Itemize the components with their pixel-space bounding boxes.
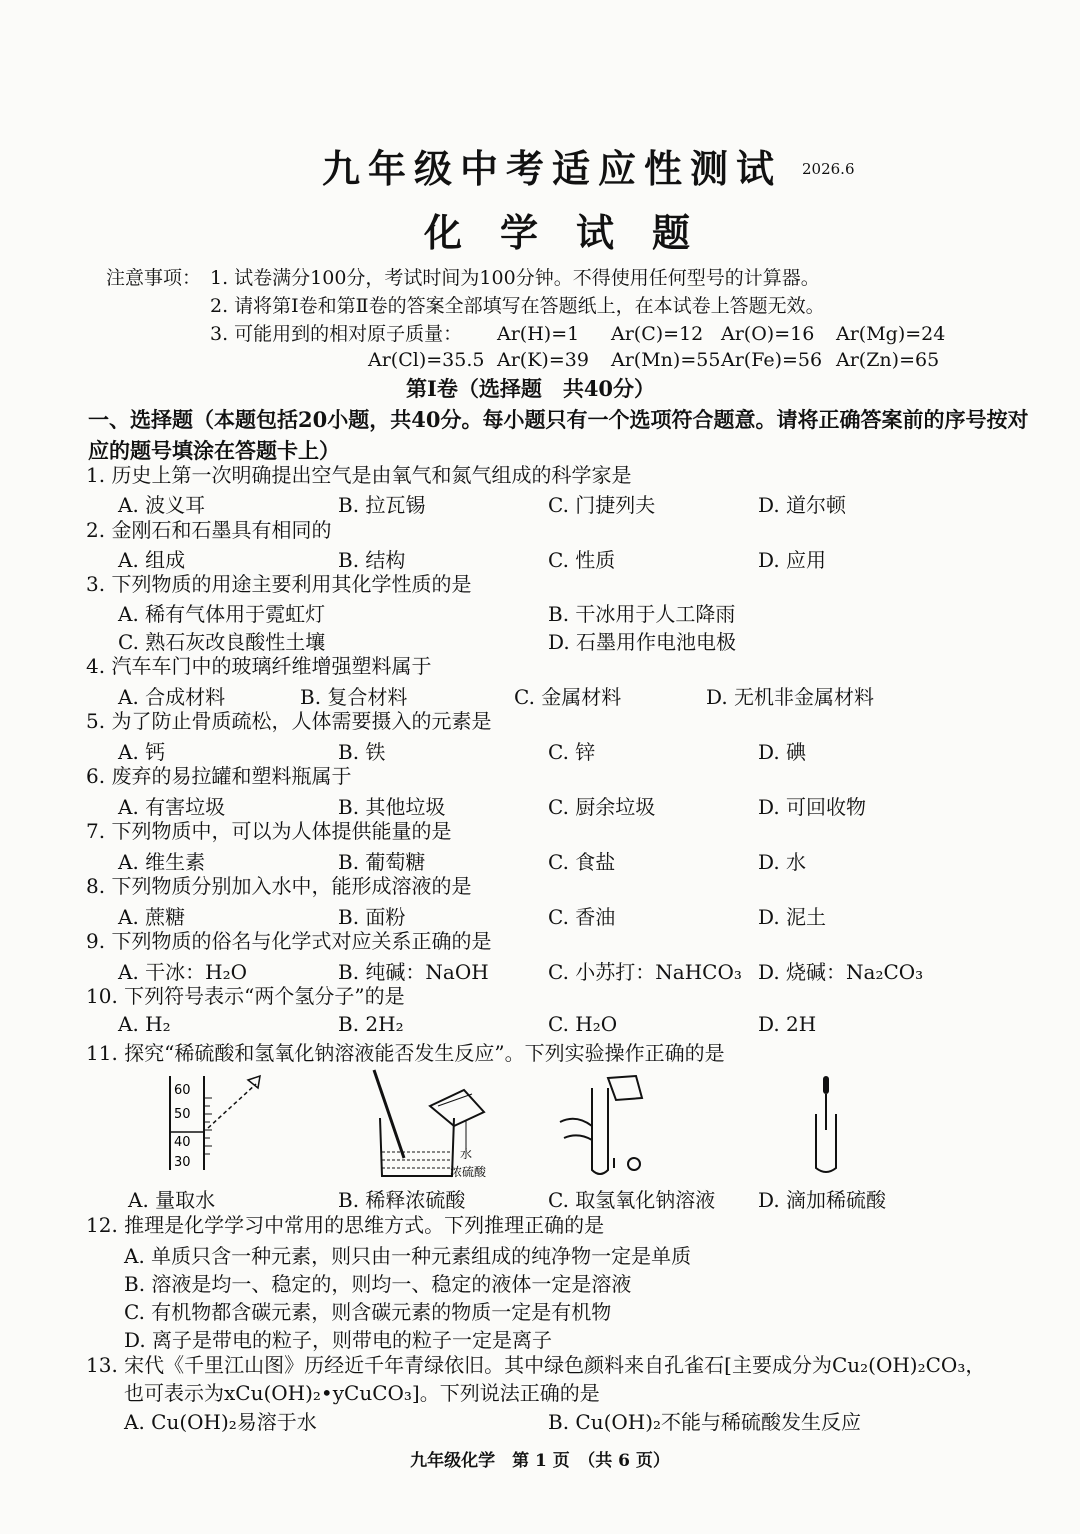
option-c: C. 门捷列夫 <box>548 493 656 517</box>
option-a: A. 有害垃圾 <box>118 795 226 819</box>
option-c: C. 食盐 <box>548 850 616 874</box>
mass-c: Ar(C)=12 <box>611 323 704 345</box>
option-c: C. 厨余垃圾 <box>548 795 656 819</box>
notes-label: 注意事项： <box>106 267 202 289</box>
option-d: D. 无机非金属材料 <box>706 685 875 709</box>
mass-o: Ar(O)=16 <box>721 323 815 345</box>
mass-k: Ar(K)=39 <box>497 349 589 371</box>
option-d: D. 离子是带电的粒子，则带电的粒子一定是离子 <box>124 1328 553 1352</box>
question-stem: 8. 下列物质分别加入水中，能形成溶液的是 <box>86 874 472 898</box>
mass-cl: Ar(Cl)=35.5 <box>368 349 485 371</box>
option-b: B. 2H₂ <box>338 1012 404 1036</box>
label-acid: 浓硫酸 <box>450 1165 487 1179</box>
option-b: B. 面粉 <box>338 905 406 929</box>
question-stem: 11. 探究“稀硫酸和氢氧化钠溶液能否发生反应”。下列实验操作正确的是 <box>86 1041 725 1065</box>
option-c: C. 有机物都含碳元素，则含碳元素的物质一定是有机物 <box>124 1300 612 1324</box>
mass-mn: Ar(Mn)=55 <box>611 349 721 371</box>
question-stem: 10. 下列符号表示“两个氢分子”的是 <box>86 984 405 1008</box>
option-b: B. 干冰用于人工降雨 <box>548 602 736 626</box>
option-a: A. 合成材料 <box>118 685 226 709</box>
option-b: B. 复合材料 <box>300 685 408 709</box>
option-c: C. 小苏打：NaHCO₃ <box>548 960 742 984</box>
option-d: D. 泥土 <box>758 905 827 929</box>
option-c: C. 锌 <box>548 740 596 764</box>
exam-subtitle: 化学试题 <box>424 210 729 255</box>
exam-date: 2026.6 <box>802 160 855 178</box>
option-a: A. 稀有气体用于霓虹灯 <box>118 602 326 626</box>
pipette-hand-figure <box>556 1068 666 1180</box>
option-c: C. 性质 <box>548 548 616 572</box>
question-stem: 12. 推理是化学学习中常用的思维方式。下列推理正确的是 <box>86 1213 605 1237</box>
section-title: 第Ⅰ卷（选择题 共40分） <box>406 376 656 401</box>
option-c: C. 取氢氧化钠溶液 <box>548 1188 716 1212</box>
option-d: D. 应用 <box>758 548 827 572</box>
exam-title: 九年级中考适应性测试 <box>322 146 783 191</box>
option-d: D. 滴加稀硫酸 <box>758 1188 887 1212</box>
question-stem: 1. 历史上第一次明确提出空气是由氧气和氮气组成的科学家是 <box>86 463 632 487</box>
tick-label: 30 <box>174 1155 191 1170</box>
option-d: D. 烧碱：Na₂CO₃ <box>758 960 924 984</box>
dropper-tube-figure <box>802 1072 852 1178</box>
tick-label: 40 <box>174 1135 191 1150</box>
option-c: C. H₂O <box>548 1012 618 1036</box>
option-d: D. 2H <box>758 1012 817 1036</box>
option-b: B. 其他垃圾 <box>338 795 446 819</box>
mass-h: Ar(H)=1 <box>497 323 580 345</box>
question-stem: 2. 金刚石和石墨具有相同的 <box>86 518 332 542</box>
tick-label: 50 <box>174 1107 191 1122</box>
option-d: D. 碘 <box>758 740 807 764</box>
mass-zn: Ar(Zn)=65 <box>836 349 940 371</box>
option-d: D. 道尔顿 <box>758 493 847 517</box>
option-d: D. 水 <box>758 850 807 874</box>
question-stem: 6. 废弃的易拉罐和塑料瓶属于 <box>86 764 352 788</box>
option-a: A. H₂ <box>118 1012 171 1036</box>
option-a: A. 量取水 <box>128 1188 216 1212</box>
option-c: C. 香油 <box>548 905 616 929</box>
option-a: A. 波义耳 <box>118 493 206 517</box>
option-a: A. 维生素 <box>118 850 206 874</box>
question-stem: 3. 下列物质的用途主要利用其化学性质的是 <box>86 572 472 596</box>
option-a: A. 蔗糖 <box>118 905 186 929</box>
graduated-cylinder-figure <box>160 1068 280 1178</box>
question-stem: 9. 下列物质的俗名与化学式对应关系正确的是 <box>86 929 492 953</box>
dilution-figure <box>360 1066 510 1180</box>
page-footer: 九年级化学 第 1 页 （共 6 页） <box>410 1451 670 1471</box>
option-d: D. 石墨用作电池电极 <box>548 630 737 654</box>
option-b: B. 溶液是均一、稳定的，则均一、稳定的液体一定是溶液 <box>124 1272 632 1296</box>
option-b: B. 拉瓦锡 <box>338 493 426 517</box>
mass-mg: Ar(Mg)=24 <box>836 323 946 345</box>
question-stem-cont: 也可表示为xCu(OH)₂•yCuCO₃]。下列说法正确的是 <box>124 1381 600 1405</box>
option-b: B. 铁 <box>338 740 386 764</box>
notes-item-1: 1. 试卷满分100分，考试时间为100分钟。不得使用任何型号的计算器。 <box>210 267 820 289</box>
option-b: B. Cu(OH)₂不能与稀硫酸发生反应 <box>548 1410 862 1434</box>
option-b: B. 纯碱：NaOH <box>338 960 489 984</box>
option-a: A. 组成 <box>118 548 186 572</box>
question-stem: 4. 汽车车门中的玻璃纤维增强塑料属于 <box>86 654 432 678</box>
option-a: A. 干冰：H₂O <box>118 960 248 984</box>
notes-item-3: 3. 可能用到的相对原子质量： <box>210 323 463 345</box>
option-b: B. 结构 <box>338 548 406 572</box>
option-a: A. 单质只含一种元素，则只由一种元素组成的纯净物一定是单质 <box>124 1244 692 1268</box>
option-d: D. 可回收物 <box>758 795 867 819</box>
question-stem: 13. 宋代《千里江山图》历经近千年青绿依旧。其中绿色颜料来自孔雀石[主要成分为Cu₂(OH)₂CO₃， <box>86 1353 986 1377</box>
question-stem: 5. 为了防止骨质疏松，人体需要摄入的元素是 <box>86 709 492 733</box>
tick-label: 60 <box>174 1083 191 1098</box>
option-c: C. 熟石灰改良酸性土壤 <box>118 630 326 654</box>
option-c: C. 金属材料 <box>514 685 622 709</box>
label-water: 水 <box>460 1147 473 1161</box>
question-stem: 7. 下列物质中，可以为人体提供能量的是 <box>86 819 452 843</box>
eye-icon <box>248 1076 260 1088</box>
option-a: A. 钙 <box>118 740 166 764</box>
option-b: B. 葡萄糖 <box>338 850 426 874</box>
notes-item-2: 2. 请将第Ⅰ卷和第Ⅱ卷的答案全部填写在答题纸上，在本试卷上答题无效。 <box>210 295 825 317</box>
option-a: A. Cu(OH)₂易溶于水 <box>124 1410 317 1434</box>
section-intro: 一、选择题（本题包括20小题，共40分。每小题只有一个选项符合题意。请将正确答案前的序号按对应的题号填涂在答题卡上） <box>88 407 1029 463</box>
option-b: B. 稀释浓硫酸 <box>338 1188 466 1212</box>
mass-fe: Ar(Fe)=56 <box>721 349 823 371</box>
